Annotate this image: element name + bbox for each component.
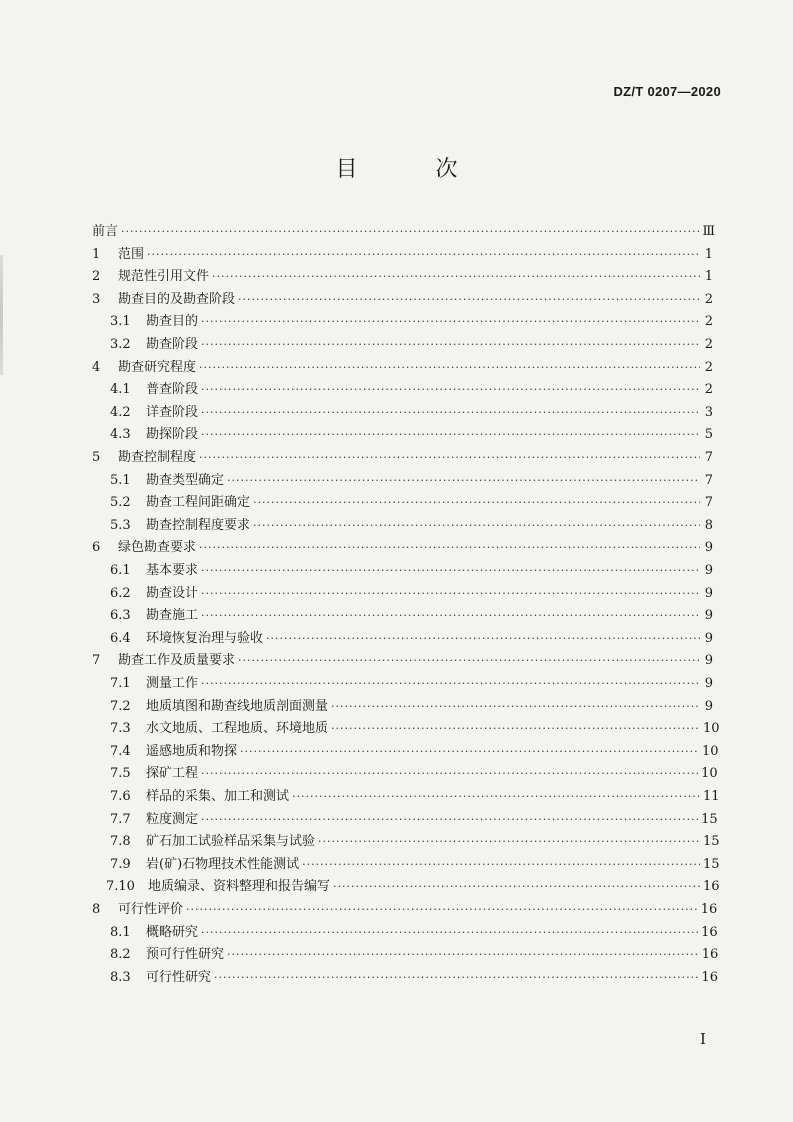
toc-entry-page: 9	[704, 563, 713, 578]
toc-entry[interactable]	[92, 538, 713, 558]
toc-dot-leader	[201, 764, 698, 784]
toc-entry-number: 4.1	[110, 382, 131, 398]
toc-entry-page: 9	[704, 540, 713, 556]
toc-entry-label: 环境恢复治理与验收	[146, 630, 264, 646]
toc-entry[interactable]	[110, 945, 719, 965]
toc-entry[interactable]	[92, 358, 713, 378]
toc-dot-leader	[199, 538, 700, 558]
toc-dot-leader	[302, 855, 700, 875]
toc-entry-page: 5	[704, 427, 713, 443]
toc-entry-label: 勘查阶段	[146, 337, 199, 352]
toc-dot-leader	[292, 787, 700, 807]
toc-entry-page: 16	[701, 947, 719, 963]
toc-dot-leader	[227, 945, 699, 965]
toc-dot-leader	[212, 267, 700, 287]
toc-entry-page: 10	[702, 743, 719, 759]
toc-entry-page: 16	[701, 924, 718, 940]
toc-entry[interactable]	[110, 719, 720, 739]
toc-dot-leader	[201, 335, 700, 355]
toc-entry[interactable]	[110, 312, 713, 332]
toc-entry-number: 4.2	[110, 404, 131, 420]
toc-entry[interactable]	[110, 561, 713, 581]
toc-entry-number: 7.6	[110, 789, 131, 804]
toc-entry-page: 2	[704, 291, 713, 307]
toc-entry[interactable]	[92, 245, 713, 265]
toc-entry-number: 5.2	[110, 495, 131, 511]
toc-dot-leader	[333, 877, 700, 897]
toc-entry-page: 8	[704, 517, 713, 533]
toc-dot-leader	[201, 425, 700, 445]
toc-entry-page: 11	[703, 789, 720, 804]
scan-edge-mark	[0, 255, 3, 375]
toc-entry-label: 详查阶段	[146, 404, 199, 420]
toc-entry-number: 3.1	[110, 314, 131, 330]
standard-code: DZ/T 0207—2020	[613, 84, 721, 99]
toc-entry-label: 预可行性研究	[146, 947, 225, 963]
toc-entry[interactable]	[92, 267, 713, 287]
toc-entry-number: 7.3	[110, 721, 131, 737]
toc-entry-label: 勘查设计	[146, 585, 199, 601]
toc-entry[interactable]	[110, 425, 713, 445]
toc-entry-label: 勘查控制程度	[118, 450, 197, 465]
toc-entry[interactable]	[110, 335, 713, 355]
toc-entry-label: 勘查工作及质量要求	[118, 653, 236, 669]
toc-entry[interactable]	[110, 832, 720, 852]
toc-dot-leader	[201, 923, 698, 943]
toc-entry[interactable]	[110, 380, 713, 400]
toc-entry-number: 6.4	[110, 630, 131, 646]
toc-entry[interactable]	[92, 222, 716, 242]
toc-entry[interactable]	[92, 900, 718, 920]
toc-entry-page: 2	[704, 314, 713, 330]
toc-entry-page: 2	[704, 359, 713, 375]
toc-entry[interactable]	[110, 855, 720, 875]
toc-entry-label: 范围	[118, 246, 145, 262]
toc-entry[interactable]	[110, 516, 713, 536]
toc-entry-number: 3	[92, 291, 101, 307]
toc-entry-number: 8	[92, 902, 101, 917]
toc-entry[interactable]	[110, 403, 713, 423]
toc-entry[interactable]	[106, 877, 720, 897]
toc-entry-number: 7.7	[110, 811, 131, 827]
toc-entry-label: 基本要求	[146, 563, 199, 578]
toc-dot-leader	[201, 403, 700, 423]
toc-dot-leader	[199, 448, 700, 468]
toc-dot-leader	[201, 312, 700, 332]
toc-entry-number: 6.2	[110, 585, 131, 601]
toc-entry-label: 粒度测定	[146, 811, 199, 827]
toc-entry-label: 地质填图和勘查线地质剖面测量	[146, 698, 329, 714]
toc-entry-number: 7.9	[110, 856, 131, 872]
toc-dot-leader	[201, 380, 700, 400]
toc-entry[interactable]	[92, 290, 713, 310]
toc-entry-label: 勘查类型确定	[146, 472, 225, 488]
toc-entry-number: 7	[92, 653, 101, 669]
toc-entry-number: 7.8	[110, 834, 131, 850]
toc-entry-page: 9	[704, 653, 713, 669]
toc-entry[interactable]	[110, 764, 718, 784]
toc-entry-page: 10	[703, 721, 720, 737]
toc-dot-leader	[201, 674, 700, 694]
toc-dot-leader	[253, 493, 700, 513]
toc-entry-page: 2	[704, 337, 713, 352]
toc-dot-leader	[201, 584, 700, 604]
toc-entry-label: 探矿工程	[146, 766, 199, 782]
toc-entry-page: 16	[700, 902, 718, 917]
toc-entry[interactable]	[110, 606, 713, 626]
toc-entry-page: 3	[704, 404, 713, 420]
toc-entry-label: 勘查目的	[146, 314, 199, 330]
toc-entry-label: 概略研究	[146, 924, 199, 940]
toc-entry-page: 9	[704, 608, 713, 624]
toc-entry-number: 6.1	[110, 563, 131, 578]
toc-entry-number: 4	[92, 359, 101, 375]
toc-entry[interactable]	[110, 584, 713, 604]
toc-entry-number: 6.3	[110, 608, 131, 624]
toc-entry-page: 7	[704, 495, 713, 511]
toc-entry-label: 勘查研究程度	[118, 359, 197, 375]
toc-dot-leader	[199, 358, 700, 378]
toc-entry-label: 勘探阶段	[146, 427, 199, 443]
toc-entry-page: 7	[704, 472, 713, 488]
page-number: I	[700, 1030, 706, 1048]
toc-entry[interactable]	[110, 810, 718, 830]
toc-entry-label: 绿色勘查要求	[118, 540, 197, 556]
toc-dot-leader	[201, 606, 700, 626]
toc-entry-page: 1	[704, 246, 713, 262]
toc-entry-page: 16	[701, 969, 718, 985]
toc-entry[interactable]	[110, 471, 713, 491]
toc-entry[interactable]	[110, 697, 713, 717]
toc-entry-page: 9	[704, 698, 713, 714]
toc-entry-page: 1	[704, 269, 713, 285]
toc-entry[interactable]	[110, 674, 713, 694]
toc-entry[interactable]	[110, 968, 718, 988]
toc-entry-page: 16	[703, 879, 720, 895]
toc-entry-number: 7.2	[110, 698, 131, 714]
toc-entry[interactable]	[92, 651, 713, 671]
toc-entry-label: 勘查控制程度要求	[146, 517, 251, 533]
toc-dot-leader	[214, 968, 698, 988]
toc-entry-number: 5	[92, 450, 101, 465]
toc-entry-number: 5.1	[110, 472, 131, 488]
toc-dot-leader	[253, 516, 700, 536]
toc-entry[interactable]	[110, 493, 713, 513]
toc-entry-label: 勘查工程间距确定	[146, 495, 251, 511]
toc-entry-page: 2	[704, 382, 713, 398]
toc-entry-page: 7	[704, 450, 713, 465]
toc-entry-label: 可行性评价	[118, 902, 184, 917]
toc-entry-label: 地质编录、资料整理和报告编写	[148, 879, 331, 895]
toc-entry-label: 水文地质、工程地质、环境地质	[146, 721, 329, 737]
toc-entry-number: 6	[92, 540, 101, 556]
toc-entry-label: 勘查施工	[146, 608, 199, 624]
toc-entry-label: 岩(矿)石物理技术性能测试	[146, 856, 300, 872]
toc-entry-page: 15	[701, 811, 718, 827]
toc-entry-number: 7.5	[110, 766, 131, 782]
toc-entry-number: 7.4	[110, 743, 131, 759]
toc-dot-leader	[240, 742, 699, 762]
toc-entry-page: 9	[704, 676, 713, 691]
toc-entry[interactable]	[92, 448, 713, 468]
toc-entry-label: 遥感地质和物探	[146, 743, 238, 759]
toc-entry-label: 前言	[92, 224, 119, 239]
toc-entry-label: 样品的采集、加工和测试	[146, 789, 290, 804]
toc-entry-page: 10	[701, 766, 718, 782]
toc-entry-page: 15	[703, 856, 720, 872]
toc-entry-label: 可行性研究	[146, 969, 212, 985]
toc-entry-number: 8.3	[110, 969, 131, 985]
toc-dot-leader	[266, 629, 700, 649]
toc-entry-number: 2	[92, 269, 101, 285]
toc-entry[interactable]	[110, 923, 718, 943]
toc-entry-page: 15	[703, 834, 720, 850]
toc-dot-leader	[331, 697, 700, 717]
toc-entry[interactable]	[110, 787, 720, 807]
toc-entry-page: 9	[704, 630, 713, 646]
toc-dot-leader	[147, 245, 700, 265]
toc-entry-number: 7.1	[110, 676, 131, 691]
toc-dot-leader	[238, 290, 700, 310]
toc-entry-number: 3.2	[110, 337, 131, 352]
toc-entry-number: 7.10	[106, 879, 135, 895]
toc-entry-number: 8.2	[110, 947, 131, 963]
toc-entry[interactable]	[110, 629, 713, 649]
toc-entry-number: 5.3	[110, 517, 131, 533]
toc-entry-label: 矿石加工试验样品采集与试验	[146, 834, 316, 850]
toc-dot-leader	[331, 719, 700, 739]
toc-entry-number: 1	[92, 246, 101, 262]
page-title: 目 次	[335, 157, 486, 182]
toc-entry-label: 勘查目的及勘查阶段	[118, 291, 236, 307]
toc-dot-leader	[227, 471, 700, 491]
toc-entry-label: 测量工作	[146, 676, 199, 691]
toc-dot-leader	[318, 832, 700, 852]
toc-entry-label: 规范性引用文件	[118, 269, 210, 285]
toc-entry[interactable]	[110, 742, 719, 762]
toc-dot-leader	[201, 810, 698, 830]
toc-dot-leader	[121, 222, 700, 242]
toc-entry-number: 8.1	[110, 924, 131, 940]
toc-entry-label: 普查阶段	[146, 382, 199, 398]
toc-entry-number: 4.3	[110, 427, 131, 443]
toc-entry-page: Ⅲ	[702, 224, 716, 239]
toc-dot-leader	[201, 561, 700, 581]
toc-entry-page: 9	[704, 585, 713, 601]
toc-dot-leader	[238, 651, 700, 671]
toc-dot-leader	[186, 900, 698, 920]
